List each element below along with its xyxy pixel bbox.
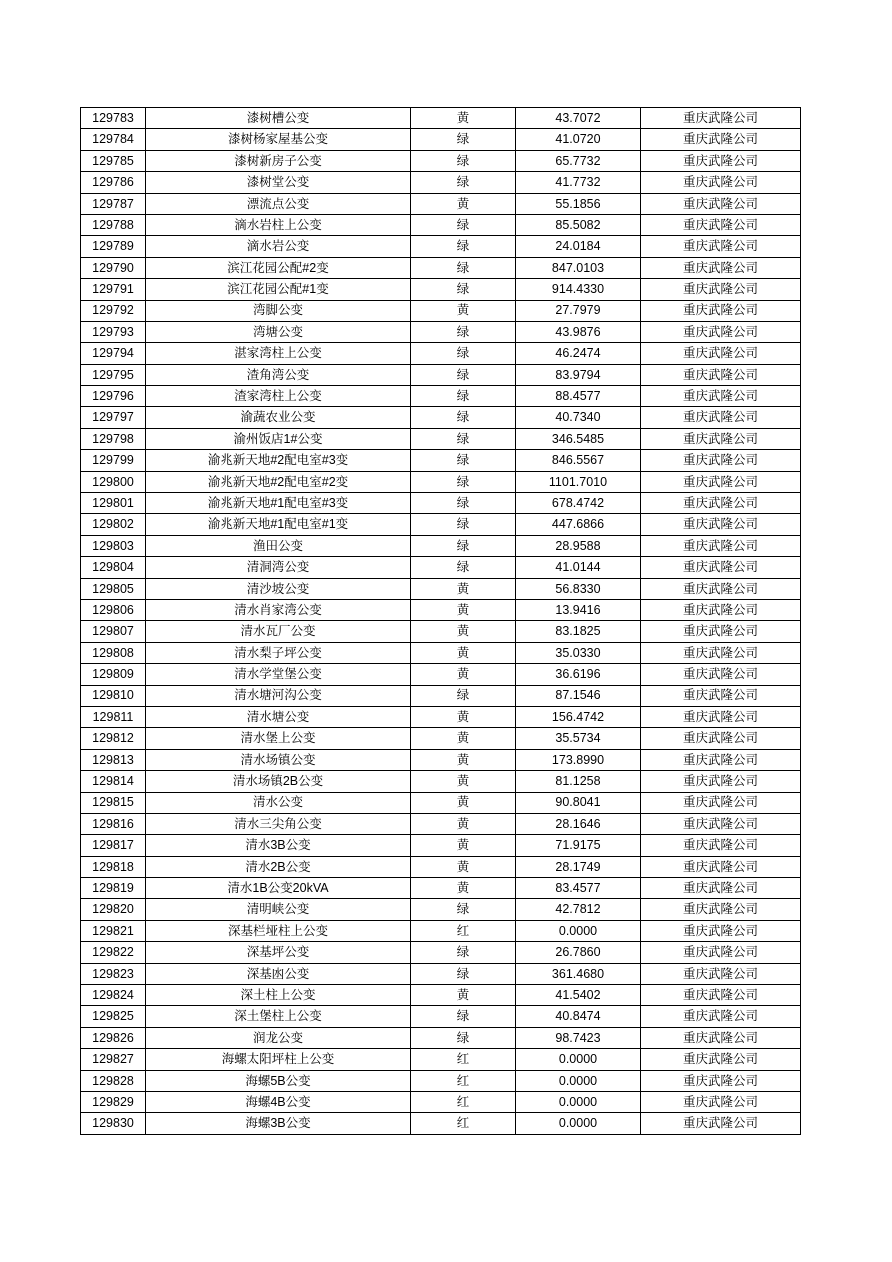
row-status: 绿 bbox=[411, 493, 516, 514]
row-name: 渣角湾公变 bbox=[146, 364, 411, 385]
table-row bbox=[81, 321, 801, 342]
row-company: 重庆武隆公司 bbox=[641, 364, 801, 385]
row-name: 渔田公变 bbox=[146, 535, 411, 556]
table-row bbox=[81, 985, 801, 1006]
table-row bbox=[81, 1049, 801, 1070]
row-company: 重庆武隆公司 bbox=[641, 1049, 801, 1070]
table-row bbox=[81, 193, 801, 214]
row-value: 173.8990 bbox=[516, 749, 641, 770]
row-company: 重庆武隆公司 bbox=[641, 664, 801, 685]
row-id: 129786 bbox=[81, 172, 146, 193]
row-id: 129799 bbox=[81, 450, 146, 471]
row-company: 重庆武隆公司 bbox=[641, 642, 801, 663]
row-name: 渝兆新天地#1配电室#3变 bbox=[146, 493, 411, 514]
row-status: 绿 bbox=[411, 407, 516, 428]
transformer-table-body bbox=[81, 108, 801, 1135]
row-company: 重庆武隆公司 bbox=[641, 214, 801, 235]
row-status: 绿 bbox=[411, 257, 516, 278]
table-row bbox=[81, 899, 801, 920]
row-name: 渝兆新天地#2配电室#2变 bbox=[146, 471, 411, 492]
row-id: 129811 bbox=[81, 706, 146, 727]
row-value: 41.5402 bbox=[516, 985, 641, 1006]
row-status: 黄 bbox=[411, 621, 516, 642]
row-name: 清水瓦厂公变 bbox=[146, 621, 411, 642]
row-name: 清水1B公变20kVA bbox=[146, 878, 411, 899]
row-company: 重庆武隆公司 bbox=[641, 1091, 801, 1112]
row-name: 清水梨子坪公变 bbox=[146, 642, 411, 663]
row-value: 0.0000 bbox=[516, 1113, 641, 1134]
row-value: 35.0330 bbox=[516, 642, 641, 663]
table-row bbox=[81, 771, 801, 792]
row-status: 黄 bbox=[411, 792, 516, 813]
table-row bbox=[81, 279, 801, 300]
row-company: 重庆武隆公司 bbox=[641, 557, 801, 578]
row-status: 绿 bbox=[411, 963, 516, 984]
table-row bbox=[81, 343, 801, 364]
row-name: 清水2B公变 bbox=[146, 856, 411, 877]
row-company: 重庆武隆公司 bbox=[641, 471, 801, 492]
row-id: 129794 bbox=[81, 343, 146, 364]
row-company: 重庆武隆公司 bbox=[641, 728, 801, 749]
transformer-table bbox=[80, 107, 801, 1135]
row-company: 重庆武隆公司 bbox=[641, 279, 801, 300]
row-name: 湾塘公变 bbox=[146, 321, 411, 342]
row-company: 重庆武隆公司 bbox=[641, 621, 801, 642]
row-value: 847.0103 bbox=[516, 257, 641, 278]
row-name: 漆树槽公变 bbox=[146, 108, 411, 129]
row-id: 129789 bbox=[81, 236, 146, 257]
row-id: 129819 bbox=[81, 878, 146, 899]
row-company: 重庆武隆公司 bbox=[641, 899, 801, 920]
row-status: 绿 bbox=[411, 1006, 516, 1027]
row-company: 重庆武隆公司 bbox=[641, 685, 801, 706]
row-id: 129783 bbox=[81, 108, 146, 129]
table-row bbox=[81, 1027, 801, 1048]
row-value: 90.8041 bbox=[516, 792, 641, 813]
table-row bbox=[81, 300, 801, 321]
row-value: 98.7423 bbox=[516, 1027, 641, 1048]
row-name: 海螺3B公变 bbox=[146, 1113, 411, 1134]
row-status: 绿 bbox=[411, 535, 516, 556]
row-status: 绿 bbox=[411, 386, 516, 407]
row-company: 重庆武隆公司 bbox=[641, 129, 801, 150]
row-value: 42.7812 bbox=[516, 899, 641, 920]
row-value: 28.1646 bbox=[516, 813, 641, 834]
row-company: 重庆武隆公司 bbox=[641, 493, 801, 514]
row-company: 重庆武隆公司 bbox=[641, 835, 801, 856]
row-id: 129814 bbox=[81, 771, 146, 792]
row-value: 87.1546 bbox=[516, 685, 641, 706]
row-id: 129815 bbox=[81, 792, 146, 813]
row-value: 46.2474 bbox=[516, 343, 641, 364]
table-row bbox=[81, 450, 801, 471]
table-row bbox=[81, 514, 801, 535]
row-name: 海螺4B公变 bbox=[146, 1091, 411, 1112]
row-status: 黄 bbox=[411, 193, 516, 214]
row-name: 滴水岩公变 bbox=[146, 236, 411, 257]
table-row bbox=[81, 1113, 801, 1134]
row-name: 湾脚公变 bbox=[146, 300, 411, 321]
row-id: 129823 bbox=[81, 963, 146, 984]
row-id: 129784 bbox=[81, 129, 146, 150]
row-name: 深基凼公变 bbox=[146, 963, 411, 984]
table-row bbox=[81, 599, 801, 620]
row-id: 129816 bbox=[81, 813, 146, 834]
row-status: 绿 bbox=[411, 236, 516, 257]
row-company: 重庆武隆公司 bbox=[641, 1027, 801, 1048]
row-name: 润龙公变 bbox=[146, 1027, 411, 1048]
row-status: 绿 bbox=[411, 899, 516, 920]
row-id: 129788 bbox=[81, 214, 146, 235]
row-name: 漆树堂公变 bbox=[146, 172, 411, 193]
row-name: 渣家湾柱上公变 bbox=[146, 386, 411, 407]
row-status: 黄 bbox=[411, 749, 516, 770]
table-row bbox=[81, 920, 801, 941]
row-status: 黄 bbox=[411, 300, 516, 321]
row-value: 28.1749 bbox=[516, 856, 641, 877]
row-status: 绿 bbox=[411, 685, 516, 706]
row-status: 绿 bbox=[411, 279, 516, 300]
row-name: 漂流点公变 bbox=[146, 193, 411, 214]
row-name: 清水肖家湾公变 bbox=[146, 599, 411, 620]
row-value: 71.9175 bbox=[516, 835, 641, 856]
row-status: 黄 bbox=[411, 856, 516, 877]
row-company: 重庆武隆公司 bbox=[641, 1006, 801, 1027]
row-id: 129798 bbox=[81, 428, 146, 449]
row-name: 清水公变 bbox=[146, 792, 411, 813]
row-value: 156.4742 bbox=[516, 706, 641, 727]
row-value: 346.5485 bbox=[516, 428, 641, 449]
row-status: 绿 bbox=[411, 343, 516, 364]
table-row bbox=[81, 1006, 801, 1027]
row-status: 红 bbox=[411, 1113, 516, 1134]
table-row bbox=[81, 835, 801, 856]
row-status: 绿 bbox=[411, 150, 516, 171]
table-row bbox=[81, 364, 801, 385]
row-id: 129807 bbox=[81, 621, 146, 642]
row-value: 40.7340 bbox=[516, 407, 641, 428]
row-company: 重庆武隆公司 bbox=[641, 878, 801, 899]
row-id: 129805 bbox=[81, 578, 146, 599]
row-id: 129810 bbox=[81, 685, 146, 706]
row-value: 1101.7010 bbox=[516, 471, 641, 492]
row-company: 重庆武隆公司 bbox=[641, 578, 801, 599]
row-value: 447.6866 bbox=[516, 514, 641, 535]
table-row bbox=[81, 557, 801, 578]
row-company: 重庆武隆公司 bbox=[641, 706, 801, 727]
row-status: 绿 bbox=[411, 428, 516, 449]
row-id: 129828 bbox=[81, 1070, 146, 1091]
row-value: 35.5734 bbox=[516, 728, 641, 749]
row-id: 129829 bbox=[81, 1091, 146, 1112]
row-value: 41.7732 bbox=[516, 172, 641, 193]
row-id: 129797 bbox=[81, 407, 146, 428]
row-value: 81.1258 bbox=[516, 771, 641, 792]
table-row bbox=[81, 642, 801, 663]
table-row bbox=[81, 129, 801, 150]
row-name: 滨江花园公配#2变 bbox=[146, 257, 411, 278]
row-id: 129785 bbox=[81, 150, 146, 171]
table-row bbox=[81, 214, 801, 235]
row-company: 重庆武隆公司 bbox=[641, 813, 801, 834]
row-company: 重庆武隆公司 bbox=[641, 514, 801, 535]
row-name: 滴水岩柱上公变 bbox=[146, 214, 411, 235]
table-row bbox=[81, 493, 801, 514]
table-row bbox=[81, 386, 801, 407]
row-value: 361.4680 bbox=[516, 963, 641, 984]
row-status: 绿 bbox=[411, 514, 516, 535]
row-value: 678.4742 bbox=[516, 493, 641, 514]
row-name: 滨江花园公配#1变 bbox=[146, 279, 411, 300]
row-status: 绿 bbox=[411, 172, 516, 193]
table-row bbox=[81, 942, 801, 963]
row-value: 43.9876 bbox=[516, 321, 641, 342]
row-status: 黄 bbox=[411, 706, 516, 727]
row-company: 重庆武隆公司 bbox=[641, 428, 801, 449]
table-row bbox=[81, 706, 801, 727]
row-name: 深基栏垭柱上公变 bbox=[146, 920, 411, 941]
row-value: 24.0184 bbox=[516, 236, 641, 257]
row-company: 重庆武隆公司 bbox=[641, 236, 801, 257]
table-row bbox=[81, 792, 801, 813]
row-id: 129824 bbox=[81, 985, 146, 1006]
row-name: 清水场镇2B公变 bbox=[146, 771, 411, 792]
row-company: 重庆武隆公司 bbox=[641, 599, 801, 620]
row-company: 重庆武隆公司 bbox=[641, 942, 801, 963]
row-value: 41.0144 bbox=[516, 557, 641, 578]
row-value: 85.5082 bbox=[516, 214, 641, 235]
row-status: 绿 bbox=[411, 129, 516, 150]
row-status: 红 bbox=[411, 1091, 516, 1112]
row-company: 重庆武隆公司 bbox=[641, 343, 801, 364]
row-name: 清水场镇公变 bbox=[146, 749, 411, 770]
row-company: 重庆武隆公司 bbox=[641, 920, 801, 941]
row-name: 渝州饭店1#公变 bbox=[146, 428, 411, 449]
row-status: 黄 bbox=[411, 642, 516, 663]
row-company: 重庆武隆公司 bbox=[641, 108, 801, 129]
row-id: 129787 bbox=[81, 193, 146, 214]
row-status: 黄 bbox=[411, 771, 516, 792]
row-company: 重庆武隆公司 bbox=[641, 792, 801, 813]
row-value: 83.9794 bbox=[516, 364, 641, 385]
row-value: 28.9588 bbox=[516, 535, 641, 556]
row-name: 深土堡柱上公变 bbox=[146, 1006, 411, 1027]
row-id: 129792 bbox=[81, 300, 146, 321]
row-status: 红 bbox=[411, 920, 516, 941]
row-status: 绿 bbox=[411, 321, 516, 342]
row-name: 深基坪公变 bbox=[146, 942, 411, 963]
row-company: 重庆武隆公司 bbox=[641, 150, 801, 171]
table-row bbox=[81, 963, 801, 984]
table-row bbox=[81, 578, 801, 599]
row-name: 清水3B公变 bbox=[146, 835, 411, 856]
row-status: 黄 bbox=[411, 108, 516, 129]
row-status: 黄 bbox=[411, 578, 516, 599]
row-value: 27.7979 bbox=[516, 300, 641, 321]
table-row bbox=[81, 428, 801, 449]
table-row bbox=[81, 1091, 801, 1112]
row-name: 渝兆新天地#1配电室#1变 bbox=[146, 514, 411, 535]
row-value: 83.1825 bbox=[516, 621, 641, 642]
row-status: 黄 bbox=[411, 985, 516, 1006]
row-id: 129791 bbox=[81, 279, 146, 300]
table-row bbox=[81, 150, 801, 171]
row-company: 重庆武隆公司 bbox=[641, 856, 801, 877]
row-name: 清沙坡公变 bbox=[146, 578, 411, 599]
table-row bbox=[81, 856, 801, 877]
row-company: 重庆武隆公司 bbox=[641, 985, 801, 1006]
row-id: 129820 bbox=[81, 899, 146, 920]
table-row bbox=[81, 664, 801, 685]
row-id: 129804 bbox=[81, 557, 146, 578]
row-value: 65.7732 bbox=[516, 150, 641, 171]
row-value: 36.6196 bbox=[516, 664, 641, 685]
row-company: 重庆武隆公司 bbox=[641, 450, 801, 471]
row-company: 重庆武隆公司 bbox=[641, 963, 801, 984]
row-company: 重庆武隆公司 bbox=[641, 386, 801, 407]
row-id: 129801 bbox=[81, 493, 146, 514]
row-name: 清水学堂堡公变 bbox=[146, 664, 411, 685]
row-name: 清水塘公变 bbox=[146, 706, 411, 727]
row-value: 41.0720 bbox=[516, 129, 641, 150]
row-id: 129818 bbox=[81, 856, 146, 877]
row-value: 88.4577 bbox=[516, 386, 641, 407]
table-row bbox=[81, 1070, 801, 1091]
row-id: 129800 bbox=[81, 471, 146, 492]
row-value: 0.0000 bbox=[516, 920, 641, 941]
row-status: 黄 bbox=[411, 813, 516, 834]
row-value: 846.5567 bbox=[516, 450, 641, 471]
table-row bbox=[81, 236, 801, 257]
row-status: 黄 bbox=[411, 835, 516, 856]
row-status: 绿 bbox=[411, 942, 516, 963]
row-id: 129790 bbox=[81, 257, 146, 278]
row-company: 重庆武隆公司 bbox=[641, 172, 801, 193]
table-row bbox=[81, 685, 801, 706]
row-id: 129793 bbox=[81, 321, 146, 342]
table-row bbox=[81, 728, 801, 749]
row-company: 重庆武隆公司 bbox=[641, 300, 801, 321]
row-status: 黄 bbox=[411, 878, 516, 899]
row-name: 清水堡上公变 bbox=[146, 728, 411, 749]
row-id: 129812 bbox=[81, 728, 146, 749]
row-status: 黄 bbox=[411, 728, 516, 749]
row-id: 129817 bbox=[81, 835, 146, 856]
row-id: 129802 bbox=[81, 514, 146, 535]
row-id: 129808 bbox=[81, 642, 146, 663]
table-row bbox=[81, 407, 801, 428]
table-row bbox=[81, 621, 801, 642]
row-id: 129806 bbox=[81, 599, 146, 620]
row-value: 0.0000 bbox=[516, 1091, 641, 1112]
row-status: 绿 bbox=[411, 557, 516, 578]
row-name: 海螺太阳坪柱上公变 bbox=[146, 1049, 411, 1070]
row-value: 40.8474 bbox=[516, 1006, 641, 1027]
row-status: 绿 bbox=[411, 1027, 516, 1048]
table-row bbox=[81, 813, 801, 834]
row-id: 129796 bbox=[81, 386, 146, 407]
table-row bbox=[81, 471, 801, 492]
row-value: 83.4577 bbox=[516, 878, 641, 899]
row-status: 绿 bbox=[411, 364, 516, 385]
row-company: 重庆武隆公司 bbox=[641, 771, 801, 792]
row-company: 重庆武隆公司 bbox=[641, 407, 801, 428]
row-name: 渝兆新天地#2配电室#3变 bbox=[146, 450, 411, 471]
row-id: 129795 bbox=[81, 364, 146, 385]
row-name: 海螺5B公变 bbox=[146, 1070, 411, 1091]
row-id: 129826 bbox=[81, 1027, 146, 1048]
row-name: 漆树杨家屋基公变 bbox=[146, 129, 411, 150]
table-row bbox=[81, 172, 801, 193]
row-name: 清明峡公变 bbox=[146, 899, 411, 920]
row-name: 清水三尖角公变 bbox=[146, 813, 411, 834]
row-name: 湛家湾柱上公变 bbox=[146, 343, 411, 364]
row-id: 129803 bbox=[81, 535, 146, 556]
row-id: 129821 bbox=[81, 920, 146, 941]
row-id: 129827 bbox=[81, 1049, 146, 1070]
row-id: 129830 bbox=[81, 1113, 146, 1134]
row-status: 红 bbox=[411, 1070, 516, 1091]
row-id: 129809 bbox=[81, 664, 146, 685]
row-status: 绿 bbox=[411, 471, 516, 492]
row-value: 0.0000 bbox=[516, 1070, 641, 1091]
row-value: 55.1856 bbox=[516, 193, 641, 214]
row-status: 红 bbox=[411, 1049, 516, 1070]
row-name: 渝蔬农业公变 bbox=[146, 407, 411, 428]
table-row bbox=[81, 108, 801, 129]
row-value: 0.0000 bbox=[516, 1049, 641, 1070]
row-company: 重庆武隆公司 bbox=[641, 257, 801, 278]
row-status: 黄 bbox=[411, 664, 516, 685]
table-row bbox=[81, 535, 801, 556]
row-name: 漆树新房子公变 bbox=[146, 150, 411, 171]
row-status: 黄 bbox=[411, 599, 516, 620]
row-id: 129813 bbox=[81, 749, 146, 770]
row-status: 绿 bbox=[411, 450, 516, 471]
row-value: 914.4330 bbox=[516, 279, 641, 300]
row-value: 26.7860 bbox=[516, 942, 641, 963]
row-id: 129822 bbox=[81, 942, 146, 963]
row-value: 43.7072 bbox=[516, 108, 641, 129]
row-company: 重庆武隆公司 bbox=[641, 535, 801, 556]
row-company: 重庆武隆公司 bbox=[641, 321, 801, 342]
row-name: 清水塘河沟公变 bbox=[146, 685, 411, 706]
row-name: 清洞湾公变 bbox=[146, 557, 411, 578]
row-company: 重庆武隆公司 bbox=[641, 1113, 801, 1134]
row-value: 13.9416 bbox=[516, 599, 641, 620]
table-row bbox=[81, 878, 801, 899]
row-company: 重庆武隆公司 bbox=[641, 749, 801, 770]
row-company: 重庆武隆公司 bbox=[641, 1070, 801, 1091]
row-company: 重庆武隆公司 bbox=[641, 193, 801, 214]
row-name: 深土柱上公变 bbox=[146, 985, 411, 1006]
table-row bbox=[81, 257, 801, 278]
row-value: 56.8330 bbox=[516, 578, 641, 599]
table-row bbox=[81, 749, 801, 770]
row-status: 绿 bbox=[411, 214, 516, 235]
row-id: 129825 bbox=[81, 1006, 146, 1027]
